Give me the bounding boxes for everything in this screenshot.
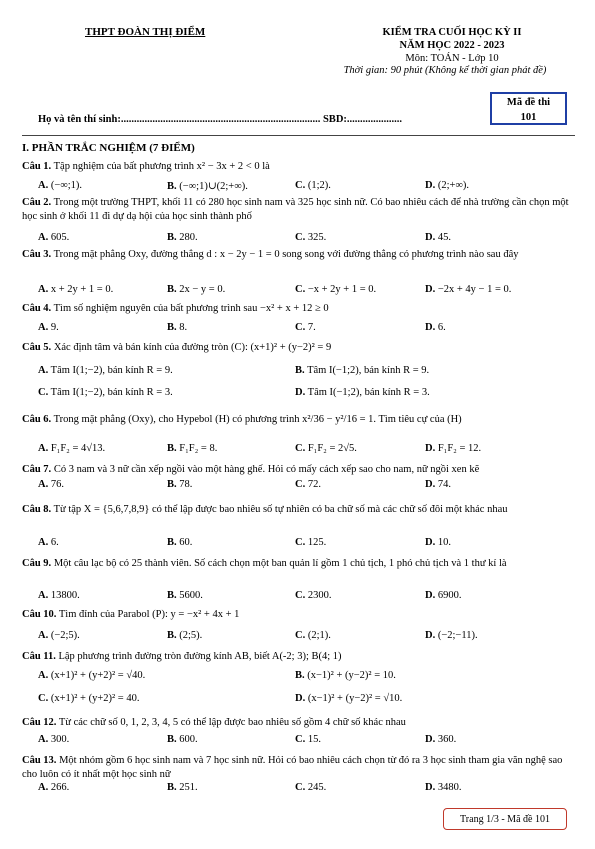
exam-code-box — [490, 92, 567, 125]
question-text: Xác định tâm và bán kính của đường tròn (C): (x+1)² + (y−2)² = 9 — [53, 342, 332, 353]
option: D. 6. — [425, 322, 446, 333]
exam-code-label: Mã đề thi — [506, 97, 551, 108]
question-label: Câu 13. — [22, 755, 57, 766]
option: A. Tâm I(1;−2), bán kính R = 9. — [38, 365, 173, 376]
question-label: Câu 9. — [22, 558, 52, 569]
option: A. 76. — [38, 479, 64, 490]
question-label: Câu 6. — [22, 414, 52, 425]
school-year: NĂM HỌC 2022 - 2023 — [399, 40, 505, 51]
question-text: Một câu lạc bộ có 25 thành viên. Số cách chọn một ban quản lí gồm 1 chủ tịch, 1 phó chủ tịch và 1 thư kí là — [53, 558, 507, 569]
option: D. 360. — [425, 734, 457, 745]
option: C. Tâm I(1;−2), bán kính R = 3. — [38, 387, 173, 398]
option: B. 600. — [167, 734, 198, 745]
option: A. 300. — [38, 734, 70, 745]
option: D. F₁F₂ = 12. — [425, 443, 482, 454]
question-text: Từ các chữ số 0, 1, 2, 3, 4, 5 có thể lập được bao nhiêu số gồm 4 chữ số khác nhau — [58, 717, 406, 728]
option: A. 6. — [38, 537, 59, 548]
section-title: I. PHẦN TRẮC NGHIỆM (7 ĐIỂM) — [22, 142, 195, 154]
option: D. 74. — [425, 479, 451, 490]
option: C. 72. — [295, 479, 321, 490]
question-text: Trong một trường THPT, khối 11 có 280 học sinh nam và 325 học sinh nữ. Có bao nhiêu cách để nhà trường cần chọn một học sinh ở khối 11 đi dự dạ hội của học sinh thành phố — [22, 197, 569, 222]
option: B. 78. — [167, 479, 193, 490]
question-12 — [22, 716, 577, 730]
option: A. (x+1)² + (y+2)² = √40. — [38, 670, 146, 681]
exam-title: KIỂM TRA CUỐI HỌC KỲ II — [382, 27, 522, 38]
student-name-line: Họ và tên thí sinh:............................................................................ SBD:..................... — [38, 114, 403, 125]
question-2 — [22, 196, 577, 223]
option: C. 2300. — [295, 590, 332, 601]
question-7 — [22, 463, 577, 477]
option: C. 245. — [295, 782, 327, 793]
option: C. 15. — [295, 734, 321, 745]
option: D. (x−1)² + (y−2)² = √10. — [295, 693, 403, 704]
option: B. 2x − y = 0. — [167, 284, 226, 295]
question-text: Một nhóm gồm 6 học sinh nam và 7 học sinh nữ. Hỏi có bao nhiêu cách chọn từ đó ra 3 học sinh tham gia văn nghệ sao cho luôn có ít nhất một học sinh nữ — [22, 755, 563, 780]
option: D. Tâm I(−1;2), bán kính R = 3. — [295, 387, 430, 398]
question-label: Câu 4. — [22, 303, 52, 314]
option: B. 251. — [167, 782, 198, 793]
question-text: Lập phương trình đường tròn đường kính AB, biết A(-2; 3); B(4; 1) — [58, 651, 342, 662]
option: A. x + 2y + 1 = 0. — [38, 284, 114, 295]
question-label: Câu 8. — [22, 504, 52, 515]
school-name: THPT ĐOÀN THỊ ĐIỂM — [85, 26, 206, 38]
option: D. 3480. — [425, 782, 462, 793]
question-6 — [22, 413, 577, 427]
question-8 — [22, 503, 577, 517]
option: B. (x−1)² + (y−2)² = 10. — [295, 670, 396, 681]
question-label: Câu 3. — [22, 249, 52, 260]
question-4 — [22, 302, 577, 316]
question-label: Câu 1. — [22, 161, 52, 172]
option: B. (2;5). — [167, 630, 203, 641]
option: B. 60. — [167, 537, 193, 548]
option: B. 5600. — [167, 590, 203, 601]
option: B. (−∞;1)∪(2;+∞). — [167, 181, 248, 192]
question-5 — [22, 341, 577, 355]
question-3 — [22, 248, 577, 262]
exam-code: 101 — [520, 112, 537, 123]
option: D. 10. — [425, 537, 451, 548]
question-11 — [22, 650, 577, 664]
question-label: Câu 11. — [22, 651, 56, 662]
page-footer: Trang 1/3 - Mã đề 101 — [443, 808, 567, 830]
question-13 — [22, 754, 577, 781]
question-1 — [22, 160, 577, 174]
question-9 — [22, 557, 577, 571]
question-text: Trong mặt phẳng (Oxy), cho Hypebol (H) có phương trình x²/36 − y²/16 = 1. Tìm tiêu cự của (H) — [53, 414, 462, 425]
option: A. 605. — [38, 232, 70, 243]
question-10 — [22, 608, 577, 622]
question-label: Câu 7. — [22, 464, 52, 475]
option: D. (2;+∞). — [425, 180, 470, 191]
question-text: Tìm số nghiệm nguyên của bất phương trình sau −x² + x + 12 ≥ 0 — [53, 303, 329, 314]
option: D. 45. — [425, 232, 451, 243]
option: C. (1;2). — [295, 180, 331, 191]
question-text: Tìm đỉnh của Parabol (P): y = −x² + 4x + 1 — [58, 609, 240, 620]
option: A. 13800. — [38, 590, 80, 601]
question-label: Câu 12. — [22, 717, 57, 728]
option: A. F₁F₂ = 4√13. — [38, 443, 106, 454]
option: A. (−∞;1). — [38, 180, 83, 191]
option: A. 9. — [38, 322, 59, 333]
question-text: Có 3 nam và 3 nữ cần xếp ngồi vào một hàng ghế. Hỏi có mấy cách xếp sao cho nam, nữ ngồi xen kẽ — [53, 464, 480, 475]
question-text: Trong mặt phẳng Oxy, đường thẳng d : x − 2y − 1 = 0 song song với đường thẳng có phương trình nào sau đây — [53, 249, 519, 260]
option: C. −x + 2y + 1 = 0. — [295, 284, 377, 295]
option: A. (−2;5). — [38, 630, 80, 641]
option: B. F₁F₂ = 8. — [167, 443, 218, 454]
option: D. (−2;−11). — [425, 630, 478, 641]
option: C. 125. — [295, 537, 327, 548]
option: B. 280. — [167, 232, 198, 243]
option: C. (2;1). — [295, 630, 331, 641]
option: C. 7. — [295, 322, 316, 333]
option: C. (x+1)² + (y+2)² = 40. — [38, 693, 140, 704]
exam-time: Thời gian: 90 phút (Không kể thời gian phát đề) — [343, 65, 547, 76]
subject: Môn: TOÁN - Lớp 10 — [405, 53, 499, 64]
option: C. 325. — [295, 232, 327, 243]
question-label: Câu 2. — [22, 197, 52, 208]
question-text: Tập nghiệm của bất phương trình x² − 3x + 2 < 0 là — [53, 161, 270, 172]
option: A. 266. — [38, 782, 70, 793]
question-label: Câu 5. — [22, 342, 52, 353]
divider — [22, 135, 575, 136]
option: C. F₁F₂ = 2√5. — [295, 443, 357, 454]
option: D. 6900. — [425, 590, 462, 601]
question-text: Từ tập X = {5,6,7,8,9} có thể lập được bao nhiêu số tự nhiên có ba chữ số mà các chữ số đôi một khác nhau — [53, 504, 508, 515]
question-label: Câu 10. — [22, 609, 57, 620]
option: D. −2x + 4y − 1 = 0. — [425, 284, 512, 295]
option: B. 8. — [167, 322, 188, 333]
option: B. Tâm I(−1;2), bán kính R = 9. — [295, 365, 430, 376]
